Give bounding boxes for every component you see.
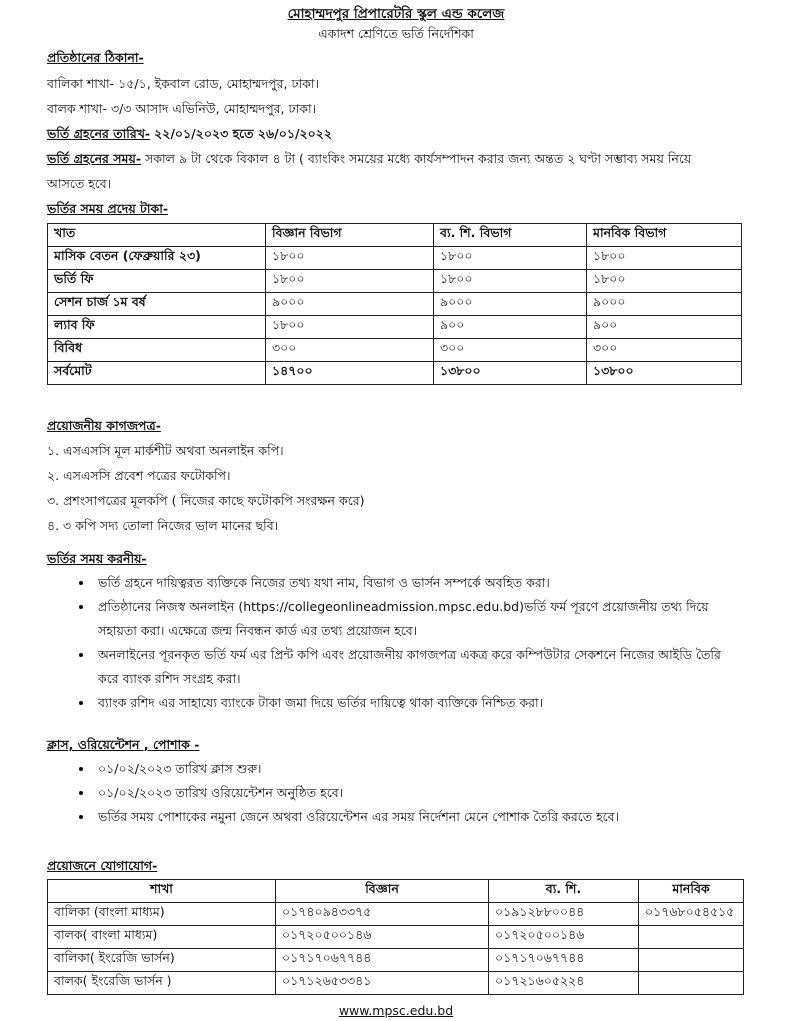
contact-phone-business: ০১৭২১৬০৫২২৪ xyxy=(489,972,639,995)
list-item: • ০১/০২/২০২৩ তারিখ ওরিয়েন্টেশন অনুষ্ঠিত হবে। xyxy=(94,781,744,805)
contact-col-science: বিজ্ঞান xyxy=(276,880,489,903)
fee-item: সর্বমোট xyxy=(48,362,266,385)
contact-phone-science: ০১৭১৭০৬৭৭৪৪ xyxy=(276,949,489,972)
fee-science: ৯০০০ xyxy=(266,293,434,316)
contact-phone-business: ০১৯১২৮৮০০৪৪ xyxy=(489,903,639,926)
notice-subtitle: একাদশ শ্রেণিতে ভর্তি নির্দেশিকা xyxy=(318,26,474,41)
list-item: • ভর্তির সময় পোশাকের নমুনা জেনে অথবা ওরিয়েন্টেশন এর সময় নির্দেশনা মেনে পোশাক তৈরি করতে হবে। xyxy=(94,805,744,829)
contact-phone-science: ০১৭২০৫০০১৪৬ xyxy=(276,926,489,949)
contact-phone-business: ০১৭১৭০৬৭৭৪৪ xyxy=(489,949,639,972)
fee-humanities: ১৮০০ xyxy=(587,270,742,293)
contact-header-row xyxy=(48,880,744,903)
documents-list xyxy=(47,438,365,538)
fee-science: ১৪৭০০ xyxy=(266,362,434,385)
list-item: ৩. প্রশংসাপত্রের মূলকপি ( নিজের কাছে ফটোকপি সংরক্ষন করে) xyxy=(47,493,365,508)
contact-heading: প্রয়োজনে যোগাযোগ- xyxy=(47,858,158,873)
fee-business: ১৮০০ xyxy=(434,247,587,270)
table-row xyxy=(48,270,742,293)
table-row xyxy=(48,972,744,995)
list-item: • ভর্তি গ্রহনে দায়িত্বরত ব্যক্তিকে নিজের তথ্য যথা নাম, বিভাগ ও ভার্সন সম্পর্কে অবহিত করা। xyxy=(94,571,744,595)
table-row xyxy=(48,316,742,339)
girls-branch-address: বালিকা শাখা- ১৫/১, ইকবাল রোড, মোহাম্মদপুর, ঢাকা। xyxy=(47,76,320,91)
fee-business: ৩০০ xyxy=(434,339,587,362)
contact-branch: বালক( বাংলা মাধ্যম) xyxy=(48,926,276,949)
contact-col-business: ব্য. শি. xyxy=(489,880,639,903)
admission-time-line2: আসতে হবে। xyxy=(47,176,112,191)
table-row-total xyxy=(48,362,742,385)
fee-business: ৯০০০ xyxy=(434,293,587,316)
contact-phone-humanities xyxy=(639,926,744,949)
list-item: ১. এসএসসি মূল মার্কশীট অথবা অনলাইন কপি। xyxy=(47,443,284,458)
list-item: • ০১/০২/২০২৩ তারিখ ক্লাস শুরু। xyxy=(94,757,744,781)
class-info-list xyxy=(70,757,744,829)
fee-science: ১৮০০ xyxy=(266,316,434,339)
fee-item: সেশন চার্জ ১ম বর্ষ xyxy=(48,293,266,316)
contact-phone-business: ০১৭২০৫০০১৪৬ xyxy=(489,926,639,949)
fee-humanities: ৯০০ xyxy=(587,316,742,339)
admission-date-value: ২২/০১/২০২৩ হতে ২৬/০১/২০২২ xyxy=(154,126,333,141)
fees-col-humanities: মানবিক বিভাগ xyxy=(587,224,742,247)
contact-phone-humanities: ০১৭৬৮০৫৪৫১৫ xyxy=(639,903,744,926)
fee-humanities: ৩০০ xyxy=(587,339,742,362)
table-row xyxy=(48,339,742,362)
contact-phone-humanities xyxy=(639,972,744,995)
fee-business: ১৩৮০০ xyxy=(434,362,587,385)
admission-time xyxy=(47,151,691,171)
contact-branch: বালিকা( ইংরেজি ভার্সন) xyxy=(48,949,276,972)
todo-heading: ভর্তির সময় করনীয়- xyxy=(47,551,147,566)
contact-branch: বালিকা (বাংলা মাধ্যম) xyxy=(48,903,276,926)
fees-header-row xyxy=(48,224,742,247)
website-link[interactable]: www.mpsc.edu.bd xyxy=(338,1003,454,1018)
fees-col-business: ব্য. শি. বিভাগ xyxy=(434,224,587,247)
documents-heading: প্রয়োজনীয় কাগজপত্র- xyxy=(47,418,161,433)
contact-col-branch: শাখা xyxy=(48,880,276,903)
table-row xyxy=(48,247,742,270)
fee-item: বিবিধ xyxy=(48,339,266,362)
admission-time-label: ভর্তি গ্রহনের সময়- xyxy=(47,151,142,166)
fee-science: ১৮০০ xyxy=(266,270,434,293)
table-row xyxy=(48,293,742,316)
table-row xyxy=(48,949,744,972)
class-info-heading: ক্লাস, ওরিয়েন্টেশন , পোশাক - xyxy=(47,737,200,752)
fee-humanities: ৯০০০ xyxy=(587,293,742,316)
list-item: • ব্যাংক রশিদ এর সাহায্যে ব্যাংকে টাকা জমা দিয়ে ভর্তির দায়িত্বে থাকা ব্যক্তিকে নিশ্চিত করা। xyxy=(94,691,744,715)
fees-heading: ভর্তির সময় প্রদেয় টাকা- xyxy=(47,201,169,216)
table-row xyxy=(48,903,744,926)
fee-item: ভর্তি ফি xyxy=(48,270,266,293)
fee-item: মাসিক বেতন (ফেব্রুয়ারি ২৩) xyxy=(48,247,266,270)
contact-branch: বালক( ইংরেজি ভার্সন ) xyxy=(48,972,276,995)
todo-list xyxy=(70,571,744,715)
contact-col-humanities: মানবিক xyxy=(639,880,744,903)
admission-time-line1: সকাল ৯ টা থেকে বিকাল ৪ টা ( ব্যাংকিং সময়ের মধ্যে কার্যসম্পাদন করার জন্য অন্তত ২ ঘণ্টা সম্ভাব্য সময় নিয়ে xyxy=(145,151,692,166)
admission-date-label: ভর্তি গ্রহনের তারিখ- xyxy=(47,126,151,141)
fee-item: ল্যাব ফি xyxy=(48,316,266,339)
contact-phone-science: ০১৭১২৬৫৩৩৪১ xyxy=(276,972,489,995)
contact-phone-humanities xyxy=(639,949,744,972)
table-row xyxy=(48,926,744,949)
contact-phone-science: ০১৭৪০৯৪৩৩৭৫ xyxy=(276,903,489,926)
school-title: মোহাম্মদপুর প্রিপারেটরি স্কুল এন্ড কলেজ xyxy=(287,6,505,22)
fee-business: ১৮০০ xyxy=(434,270,587,293)
list-item: ২. এসএসসি প্রবেশ পত্রের ফটোকপি। xyxy=(47,468,231,483)
list-item: ৪. ৩ কপি সদ্য তোলা নিজের ভাল মানের ছবি। xyxy=(47,518,279,533)
fees-col-item: খাত xyxy=(48,224,266,247)
fee-humanities: ১৩৮০০ xyxy=(587,362,742,385)
fee-business: ৯০০ xyxy=(434,316,587,339)
boys-branch-address: বালক শাখা- ৩/৩ আসাদ এভিনিউ, মোহাম্মদপুর, ঢাকা। xyxy=(47,101,317,116)
fees-col-science: বিজ্ঞান বিভাগ xyxy=(266,224,434,247)
contact-table xyxy=(47,879,744,995)
list-item: • অনলাইনের পূরনকৃত ভর্তি ফর্ম এর প্রিন্ট কপি এবং প্রয়োজনীয় কাগজপত্র একত্র করে কম্পিউটার সেকশনে নিজের আইডি তৈরি করে ব্যাংক রশিদ সংগ্রহ করা। xyxy=(94,643,744,691)
address-heading: প্রতিষ্ঠানের ঠিকানা- xyxy=(47,50,144,65)
fees-table xyxy=(47,223,742,385)
fee-science: ৩০০ xyxy=(266,339,434,362)
list-item: • প্রতিষ্ঠানের নিজস্ব অনলাইন (https://collegeonlineadmission.mpsc.edu.bd)ভর্তি ফর্ম পূরণে প্রয়োজনীয় তথ্য দিয়ে সহায়তা করা। এক্ষেত্রে জন্ম নিবন্ধন কার্ড এর তথ্য প্রয়োজন হবে। xyxy=(94,595,744,643)
fee-science: ১৮০০ xyxy=(266,247,434,270)
fee-humanities: ১৮০০ xyxy=(587,247,742,270)
admission-date xyxy=(47,126,332,146)
